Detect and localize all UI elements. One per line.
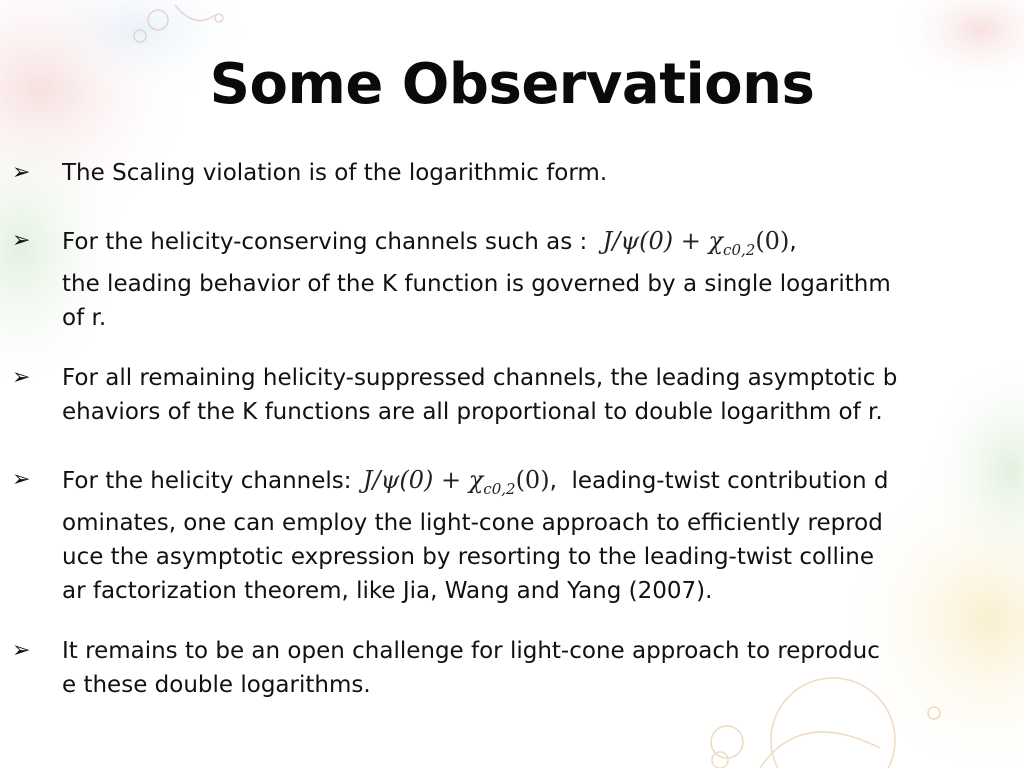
bullet-text: the leading behavior of the K function is governed by a single logarithm <box>62 270 891 297</box>
list-item <box>62 224 1020 335</box>
bullet-text: , leading-twist contribution d <box>549 468 889 494</box>
bullet-arrow-icon: ➢ <box>12 467 31 492</box>
list-item <box>62 463 1020 608</box>
math-part: J/ψ(0) + χ <box>602 227 724 255</box>
slide-title: Some Observations <box>209 52 815 117</box>
list-item <box>62 156 1020 190</box>
bullet-text: For all remaining helicity-suppressed channels, the leading asymptotic b <box>62 365 898 391</box>
bullet-text: For the helicity-conserving channels such as : <box>62 229 588 255</box>
math-expression <box>362 466 550 498</box>
bullet-arrow-icon: ➢ <box>12 160 31 185</box>
math-part: (0) <box>755 227 790 255</box>
bullet-text: e these double logarithms. <box>62 672 371 698</box>
bullet-text: uce the asymptotic expression by resorting to the leading-twist colline <box>62 543 874 570</box>
bullet-arrow-icon: ➢ <box>12 228 31 253</box>
bullet-text-line <box>62 463 1020 506</box>
bullet-arrow-icon: ➢ <box>12 365 31 390</box>
bullet-text-line <box>62 224 1020 267</box>
math-part: (0) <box>515 466 550 494</box>
bullet-text: The Scaling violation is of the logarithmic form. <box>62 160 608 186</box>
math-expression <box>602 227 790 259</box>
bullet-text: ehaviors of the K functions are all proportional to double logarithm of r. <box>62 399 883 425</box>
bullet-text: It remains to be an open challenge for light-cone approach to reproduc <box>62 638 880 664</box>
bullet-arrow-icon: ➢ <box>12 638 31 663</box>
math-part: J/ψ(0) + χ <box>362 466 484 494</box>
bullet-text: ominates, one can employ the light-cone approach to efficiently reprod <box>62 509 883 536</box>
list-item <box>62 634 1020 702</box>
math-subscript: c0,2 <box>483 479 516 498</box>
list-item <box>62 361 1020 429</box>
bullet-text: ar factorization theorem, like Jia, Wang and Yang (2007). <box>62 577 713 604</box>
bullet-text: , <box>789 229 797 255</box>
math-subscript: c0,2 <box>723 240 756 259</box>
bullet-text: For the helicity channels: <box>62 468 352 494</box>
bullet-text: of r. <box>62 304 107 331</box>
